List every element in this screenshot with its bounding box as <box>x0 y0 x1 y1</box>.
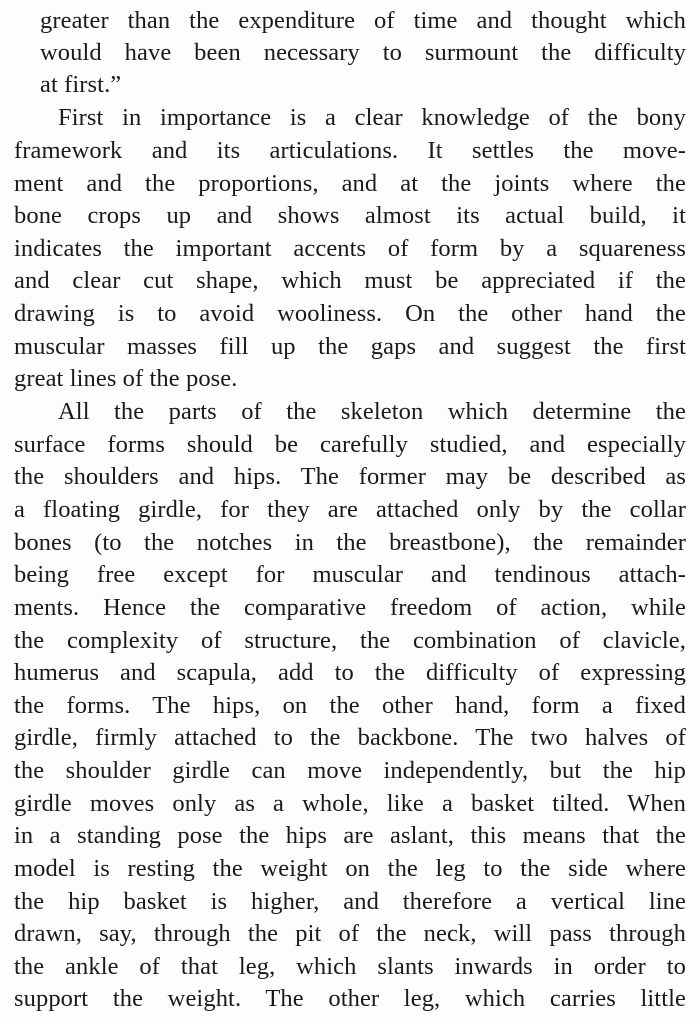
text-line: the ankle of that leg, which slants inwards in order to <box>14 953 686 980</box>
text-line: great lines of the pose. <box>14 365 238 392</box>
text-line: the shoulder girdle can move independently, but the hip <box>14 757 686 784</box>
text-line: at first.” <box>40 71 122 98</box>
text-line: a floating girdle, for they are attached only by the collar <box>14 496 686 523</box>
text-line: in a standing pose the hips are aslant, this means that the <box>14 822 686 849</box>
text-line: would have been necessary to surmount the difficulty <box>40 39 686 66</box>
text-line: the hip basket is higher, and therefore a vertical line <box>14 888 686 915</box>
text-line: the forms. The hips, on the other hand, form a fixed <box>14 692 686 719</box>
text-line: drawing is to avoid wooliness. On the other hand the <box>14 300 686 327</box>
text-line: ment and the proportions, and at the joints where the <box>14 170 686 197</box>
text-line: girdle moves only as a whole, like a basket tilted. When <box>14 790 686 817</box>
text-line: the complexity of structure, the combination of clavicle, <box>14 627 686 654</box>
text-line: bone crops up and shows almost its actual build, it <box>14 202 686 229</box>
text-line: drawn, say, through the pit of the neck, will pass through <box>14 920 686 947</box>
paragraph-first-line: All the parts of the skeleton which determine the <box>58 398 686 425</box>
text-line: support the weight. The other leg, which carries little <box>14 985 686 1012</box>
paragraph-first-line: First in importance is a clear knowledge of the bony <box>58 104 686 131</box>
text-line: muscular masses fill up the gaps and suggest the first <box>14 333 686 360</box>
text-line: humerus and scapula, add to the difficulty of expressing <box>14 659 686 686</box>
text-line: indicates the important accents of form by a squareness <box>14 235 686 262</box>
text-line: surface forms should be carefully studied, and especially <box>14 431 686 458</box>
text-line: bones (to the notches in the breastbone), the remainder <box>14 529 686 556</box>
text-line: being free except for muscular and tendinous attach- <box>14 561 686 588</box>
text-line: the shoulders and hips. The former may be described as <box>14 463 686 490</box>
text-line: ments. Hence the comparative freedom of action, while <box>14 594 686 621</box>
text-line: and clear cut shape, which must be appreciated if the <box>14 267 686 294</box>
text-line: girdle, firmly attached to the backbone. The two halves of <box>14 724 686 751</box>
text-line: framework and its articulations. It settles the move- <box>14 137 686 164</box>
text-line: model is resting the weight on the leg to the side where <box>14 855 686 882</box>
text-line: greater than the expenditure of time and thought which <box>40 7 686 34</box>
